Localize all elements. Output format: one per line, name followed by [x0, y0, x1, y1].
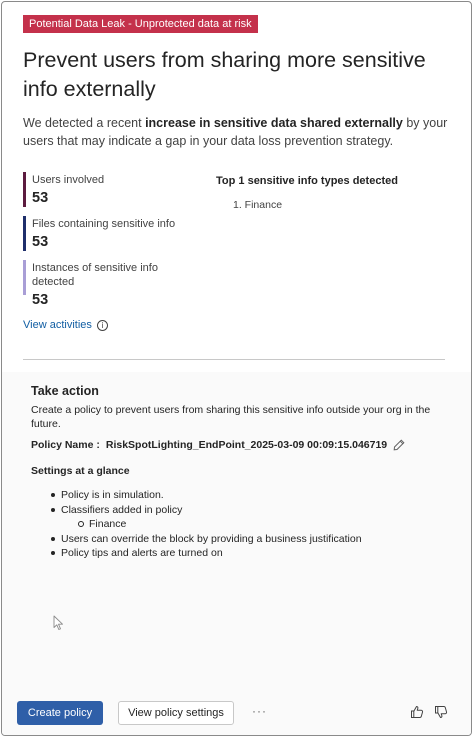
take-action-description: Create a policy to prevent users from sharing this sensitive info outside your org in the future.: [31, 404, 431, 430]
metric-instances: [23, 260, 203, 308]
metric-bar: [23, 260, 26, 295]
metric-value: 53: [32, 292, 49, 308]
top-info-heading: Top 1 sensitive info types detected: [216, 175, 398, 187]
metric-files: [23, 216, 203, 251]
thumbs-up-icon[interactable]: [410, 705, 424, 719]
metric-value: 53: [32, 190, 49, 206]
top-info-item: 1. Finance: [233, 199, 283, 211]
top-info-types: [216, 174, 398, 212]
thumbs-down-icon[interactable]: [434, 705, 448, 719]
create-policy-button[interactable]: Create policy: [17, 701, 103, 725]
view-activities-link[interactable]: [23, 318, 108, 332]
metric-bar: [23, 216, 26, 251]
info-icon[interactable]: i: [97, 320, 108, 331]
settings-list: [51, 488, 441, 561]
description-emphasis: increase in sensitive data shared externally: [145, 116, 403, 130]
page-title: Prevent users from sharing more sensitive info externally: [23, 48, 426, 101]
view-policy-settings-button[interactable]: View policy settings: [118, 701, 234, 725]
description-prefix: We detected a recent: [23, 116, 146, 130]
take-action-title: Take action: [31, 384, 99, 398]
metric-value: 53: [32, 234, 49, 250]
list-item: Users can override the block by providing a business justification: [51, 532, 441, 547]
mouse-pointer-icon: [53, 615, 65, 631]
metric-label: Files containing sensitive info: [32, 218, 176, 230]
more-options-button[interactable]: ···: [252, 704, 267, 718]
metric-label: Users involved: [32, 174, 105, 186]
metric-label: Instances of sensitive info detected: [32, 262, 158, 288]
list-item: Policy is in simulation.: [51, 488, 441, 503]
list-item: Policy tips and alerts are turned on: [51, 546, 441, 561]
metric-bar: [23, 172, 26, 207]
risk-badge: Potential Data Leak - Unprotected data at risk: [23, 15, 258, 33]
description-suffix: by your users that may indicate a gap in your data loss prevention strategy.: [23, 116, 448, 148]
settings-title: Settings at a glance: [31, 465, 130, 477]
sub-list-item: Finance: [51, 517, 441, 532]
divider: [23, 359, 445, 360]
policy-name-label: Policy Name :: [31, 439, 100, 451]
metric-users-involved: [23, 172, 203, 207]
policy-name-row: [31, 438, 405, 452]
list-item: Classifiers added in policy: [51, 503, 441, 518]
recommendation-card: [1, 1, 472, 736]
description: [23, 114, 453, 150]
view-activities-label: View activities: [23, 319, 92, 331]
policy-name-value: RiskSpotLighting_EndPoint_2025-03-09 00:09:15.046719: [105, 439, 388, 451]
edit-pencil-icon[interactable]: [393, 439, 405, 451]
